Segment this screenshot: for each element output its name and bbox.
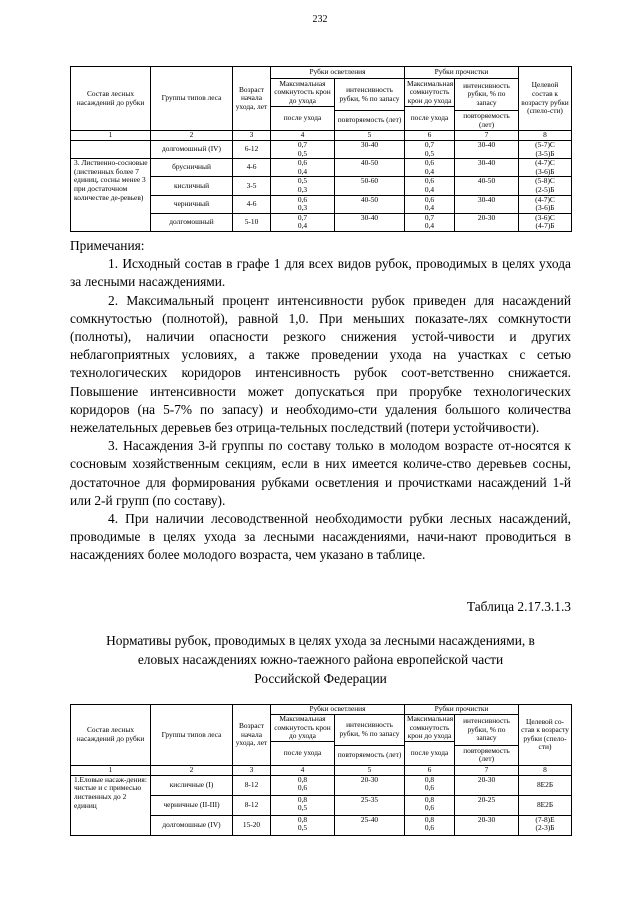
col-number: 6: [405, 765, 455, 775]
header-forest-type: Группы типов леса: [151, 67, 233, 131]
note-paragraph: 4. При наличии лесоводственной необходимости рубки лесных насаждений, проводимые в целях ухода за лесными насаждениями, начи-нают проводиться в насаждениях более молодого возраста, чем указано в таблице.: [70, 511, 571, 563]
header-after: после ухода: [405, 107, 455, 131]
header-target: Целевой со-став к возрасту рубки (спело-сти): [519, 705, 572, 766]
table-row: [71, 141, 572, 159]
density-cell: 0,8 0,5: [271, 815, 335, 835]
col-number: 1: [71, 131, 151, 141]
density-cell: 0,7 0,4: [405, 213, 455, 231]
target-cell: (4-7)С (3-6)Б: [519, 195, 572, 213]
target-cell: 8Е2Б: [519, 775, 572, 795]
forest-type-cell: черничные (II-III): [151, 795, 233, 815]
header-intensity: интенсивность рубки, % по запасу: [455, 715, 519, 746]
header-max-density: Максимальная сомкнутость крон до ухода: [271, 715, 335, 742]
forest-type-cell: черничный: [151, 195, 233, 213]
intensity-cell: 25-40: [335, 815, 405, 835]
density-cell: 0,8 0,5: [271, 795, 335, 815]
note-paragraph: 1. Исходный состав в графе 1 для всех видов рубок, проводимых в целях ухода за лесными насаждениями.: [70, 256, 571, 290]
intensity-cell: 40-50: [335, 195, 405, 213]
target-cell: (7-8)Е (2-3)Б: [519, 815, 572, 835]
note-paragraph: 3. Насаждения 3-й группы по составу только в молодом возрасте от-носятся к сосновым хозяйственным секциям, если в них имеется количе-ство деревьев сосны, достаточное для формирования рубками осветления и прочистками насаждений 1-й или 2-й групп (по составу).: [70, 438, 571, 508]
density-cell: 0,8 0,6: [271, 775, 335, 795]
density-cell: 0,5 0,3: [271, 177, 335, 195]
header-after: после ухода: [271, 107, 335, 131]
col-number: 3: [233, 131, 271, 141]
col-number: 4: [271, 131, 335, 141]
density-cell: 0,6 0,4: [405, 159, 455, 177]
col-number: 8: [519, 131, 572, 141]
table-title-line: Российской Федерации: [254, 671, 387, 686]
header-max-density: Максимальная сомкнутость крон до ухода: [405, 79, 455, 107]
note-paragraph: 2. Максимальный процент интенсивности рубок приведен для насаждений сомкнутостью (полнотой), равной 1,0. При меньших показате-лях сомкнутости (полноты), наличии опасности резкого снижения устой-чивости и других неблагоприятных условиях, а также проведении ухода на участках с сетью технологических коридоров интенсивность рубок соот-ветственно снижается. Повышение интенсивности может допускаться при прорубке технологических коридоров (на 5-7% по запасу) и необходимо-сти удаления большого количества нежелательных деревьев без отрица-тельных последствий (потери устойчивости).: [70, 292, 571, 436]
intensity-cell: 30-40: [455, 141, 519, 159]
age-cell: 6-12: [233, 141, 271, 159]
target-cell: 8Е2Б: [519, 795, 572, 815]
col-number: 2: [151, 765, 233, 775]
table-row: [71, 159, 572, 177]
density-cell: 0,6 0,4: [405, 195, 455, 213]
col-number: 2: [151, 131, 233, 141]
table-title: [70, 631, 571, 688]
age-cell: 5-10: [233, 213, 271, 231]
header-repeat: повторяемость (лет): [455, 111, 519, 131]
intensity-cell: 20-30: [455, 815, 519, 835]
age-cell: 15-20: [233, 815, 271, 835]
age-cell: 4-6: [233, 195, 271, 213]
header-target: Целевой состав к возрасту рубки (спело-сти): [519, 67, 572, 131]
forest-type-cell: долгомошный: [151, 213, 233, 231]
header-lightening: Рубки осветления: [271, 705, 405, 715]
table-title-line: еловых насаждениях южно-таежного района европейской части: [137, 652, 504, 667]
density-cell: 0,8 0,6: [405, 795, 455, 815]
header-intensity: интенсивность рубки, % по запасу: [335, 79, 405, 111]
forest-cutting-table-1: [70, 66, 572, 232]
density-cell: 0,6 0,4: [405, 177, 455, 195]
intensity-cell: 20-25: [455, 795, 519, 815]
col-number: 8: [519, 765, 572, 775]
intensity-cell: 20-30: [455, 775, 519, 795]
density-cell: 0,6 0,3: [271, 195, 335, 213]
header-intensity: интенсивность рубки, % по запасу: [455, 79, 519, 111]
target-cell: (4-7)С (3-6)Б: [519, 159, 572, 177]
forest-type-cell: брусничный: [151, 159, 233, 177]
header-after: после ухода: [271, 741, 335, 765]
col-number: 3: [233, 765, 271, 775]
density-cell: 0,7 0,4: [271, 213, 335, 231]
header-repeat: повторяемость (лет): [335, 745, 405, 765]
header-repeat: повторяемость (лет): [335, 111, 405, 131]
header-lightening: Рубки осветления: [271, 67, 405, 79]
page-number: 232: [312, 14, 328, 25]
intensity-cell: 30-40: [335, 213, 405, 231]
intensity-cell: 40-50: [335, 159, 405, 177]
col-number: 5: [335, 131, 405, 141]
group-label: 3. Лиственно-сосновые (лиственных более 7 единиц, сосны менее 3 при достаточном количестве де-ревьев): [71, 159, 151, 232]
forest-type-cell: кисличные (I): [151, 775, 233, 795]
header-composition: Состав лесных насаждений до рубки: [71, 705, 151, 766]
intensity-cell: 40-50: [455, 177, 519, 195]
table-row: [71, 775, 572, 795]
header-age: Возраст начала ухода, лет: [233, 705, 271, 766]
forest-type-cell: долгомошный (IV): [151, 141, 233, 159]
header-after: после ухода: [405, 741, 455, 765]
header-forest-type: Группы типов леса: [151, 705, 233, 766]
forest-type-cell: долгомошные (IV): [151, 815, 233, 835]
density-cell: 0,6 0,4: [271, 159, 335, 177]
col-number: 5: [335, 765, 405, 775]
target-cell: (5-8)С (2-5)Б: [519, 177, 572, 195]
table-title-line: Нормативы рубок, проводимых в целях ухода за лесными насаждениями, в: [106, 633, 535, 648]
forest-cutting-table-2: [70, 704, 572, 836]
header-composition: Состав лесных насаждений до рубки: [71, 67, 151, 131]
age-cell: 8-12: [233, 775, 271, 795]
header-repeat: повторяемость (лет): [455, 745, 519, 765]
intensity-cell: 30-40: [335, 141, 405, 159]
density-cell: 0,7 0,5: [405, 141, 455, 159]
density-cell: 0,8 0,6: [405, 775, 455, 795]
age-cell: 3-5: [233, 177, 271, 195]
header-cleaning: Рубки прочистки: [405, 67, 519, 79]
intensity-cell: 30-40: [455, 195, 519, 213]
forest-type-cell: кисличный: [151, 177, 233, 195]
header-age: Возраст начала ухода, лет: [233, 67, 271, 131]
col-number: 7: [455, 765, 519, 775]
target-cell: (3-6)С (4-7)Б: [519, 213, 572, 231]
intensity-cell: 20-30: [455, 213, 519, 231]
intensity-cell: 30-40: [455, 159, 519, 177]
col-number: 1: [71, 765, 151, 775]
col-number: 7: [455, 131, 519, 141]
density-cell: 0,8 0,6: [405, 815, 455, 835]
header-max-density: Максимальная сомкнутость крон до ухода: [271, 79, 335, 107]
density-cell: 0,7 0,5: [271, 141, 335, 159]
intensity-cell: 50-60: [335, 177, 405, 195]
table-caption: Таблица 2.17.3.1.3: [466, 599, 571, 614]
intensity-cell: 25-35: [335, 795, 405, 815]
header-max-density: Максимальная сомкнутость крон до ухода: [405, 715, 455, 742]
col-number: 6: [405, 131, 455, 141]
age-cell: 8-12: [233, 795, 271, 815]
notes-section: [70, 237, 571, 565]
header-cleaning: Рубки прочистки: [405, 705, 519, 715]
target-cell: (5-7)С (3-5)Б: [519, 141, 572, 159]
composition-cell: [71, 141, 151, 159]
notes-heading: Примечания:: [70, 238, 145, 253]
group-label: 1.Еловые насаж-дения: чистые и с примесью лиственных до 2 единиц: [71, 775, 151, 835]
col-number: 4: [271, 765, 335, 775]
header-intensity: интенсивность рубки, % по запасу: [335, 715, 405, 746]
age-cell: 4-6: [233, 159, 271, 177]
intensity-cell: 20-30: [335, 775, 405, 795]
